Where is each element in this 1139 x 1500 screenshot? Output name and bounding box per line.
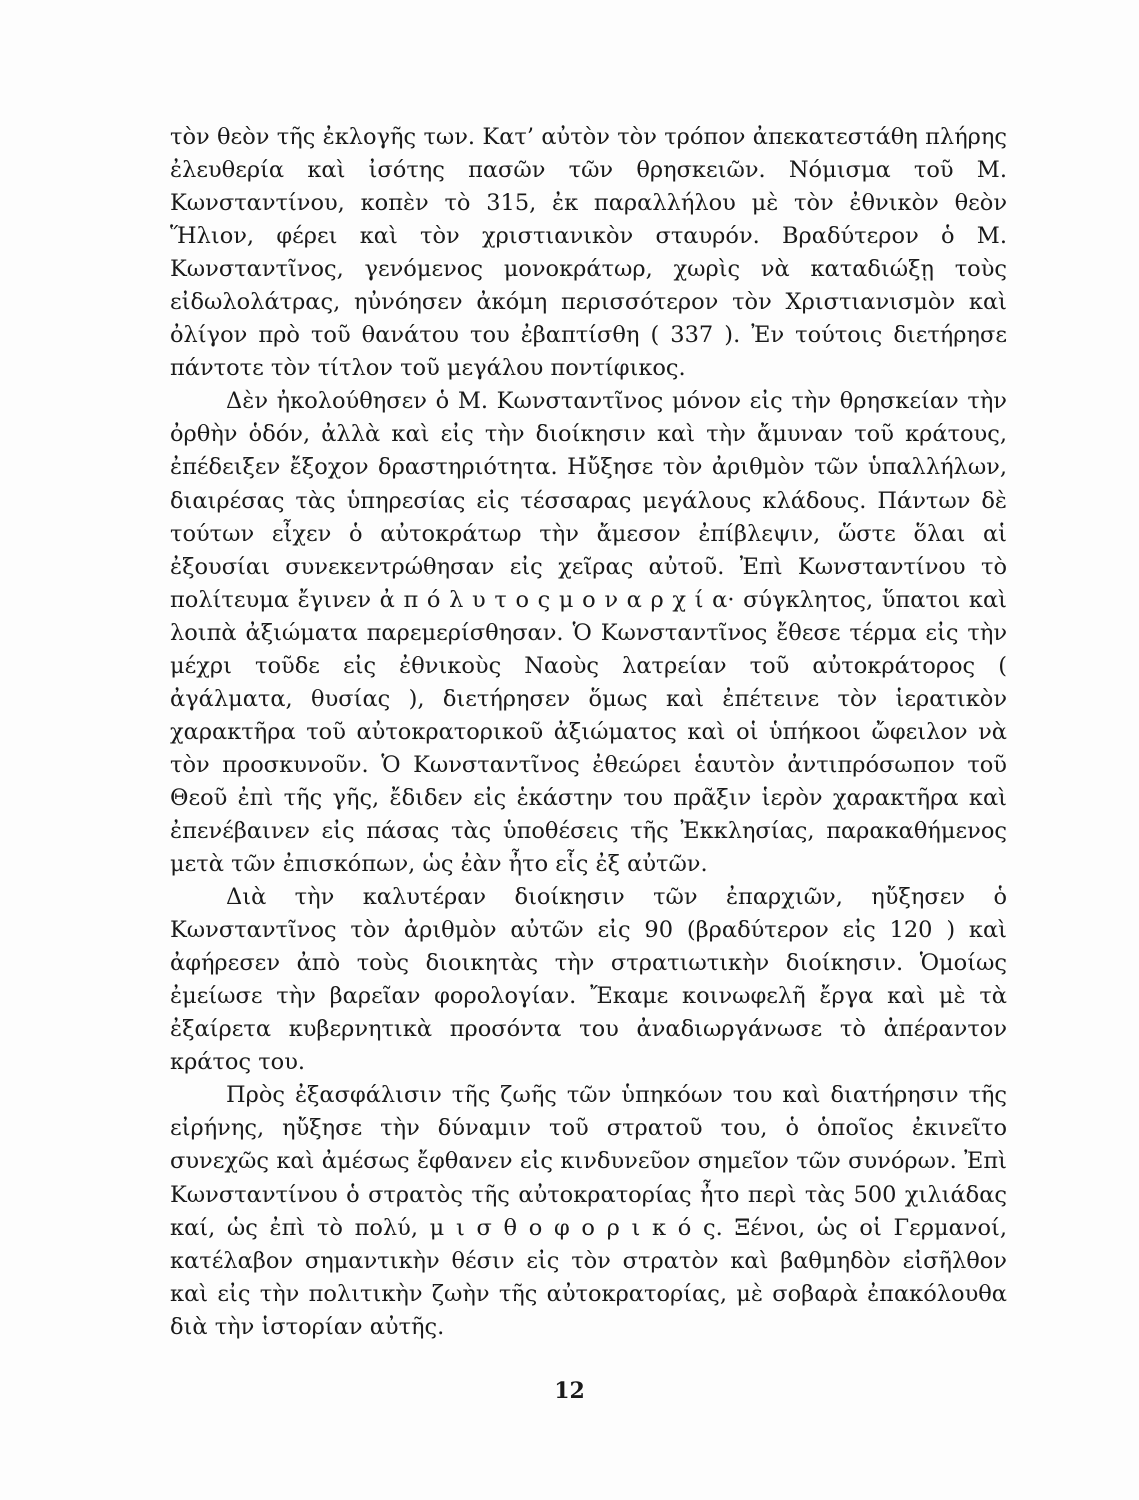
paragraph-4: Πρὸς ἐξασφάλισιν τῆς ζωῆς τῶν ὑπηκόων του καὶ διατήρησιν τῆς εἰρήνης, ηὔξησε τὴν δύναμιν τοῦ στρατοῦ του, ὁ ὁποῖος ἐκινεῖτο συνεχῶς καὶ ἀμέσως ἔφθανεν εἰς κινδυνεῦον σημεῖον τῶν συνόρων. Ἐπὶ Κωνσταντίνου ὁ στρατὸς τῆς αὐτοκρατορίας ἦτο περὶ τὰς 500 χιλιάδας καί, ὡς ἐπὶ τὸ πολύ, μ ι σ θ ο φ ο ρ ι κ ό ς. Ξένοι, ὡς οἱ Γερμανοί, κατέλαβον σημαντικὴν θέσιν εἰς τὸν στρατὸν καὶ βαθμηδὸν εἰσῆλθον καὶ εἰς τὴν πολιτικὴν ζωὴν τῆς αὐτοκρατορίας, μὲ σοβαρὰ ἐπακόλουθα διὰ τὴν ἱστορίαν αὐτῆς. <box>170 1082 1007 1340</box>
page-number: 12 <box>554 1378 585 1404</box>
paragraph-1: τὸν θεὸν τῆς ἐκλογῆς των. Κατ’ αὐτὸν τὸν τρόπον ἀπεκατεστάθη πλήρης ἐλευθερία καὶ ἰσότης πασῶν τῶν θρησκειῶν. Νόμισμα τοῦ Μ. Κωνσταντίνου, κοπὲν τὸ 315, ἐκ παραλλήλου μὲ τὸν ἐθνικὸν θεὸν Ἥλιον, φέρει καὶ τὸν χριστιανικὸν σταυρόν. Βραδύτερον ὁ Μ. Κωνσταντῖνος, γενόμενος μονοκράτωρ, χωρὶς νὰ καταδιώξῃ τοὺς εἰδωλολάτρας, ηὐνόησεν ἀκόμη περισσότερον τὸν Χριστιανισμὸν καὶ ὀλίγον πρὸ τοῦ θανάτου του ἐβαπτίσθη ( 337 ). Ἐν τούτοις διετήρησε πάντοτε τὸν τίτλον τοῦ μεγάλου ποντίφικος. <box>170 124 1007 382</box>
paragraph-3: Διὰ τὴν καλυτέραν διοίκησιν τῶν ἐπαρχιῶν, ηὔξησεν ὁ Κωνσταντῖνος τὸν ἀριθμὸν αὐτῶν εἰς 90 (βραδύτερον εἰς 120 ) καὶ ἀφήρεσεν ἀπὸ τοὺς διοικητὰς τὴν στρατιωτικὴν διοίκησιν. Ὁμοίως ἐμείωσε τὴν βαρεῖαν φορολογίαν. Ἔκαμε κοινωφελῆ ἔργα καὶ μὲ τὰ ἐξαίρετα κυβερνητικὰ προσόντα του ἀναδιωργάνωσε τὸ ἀπέραντον κράτος του. <box>170 884 1007 1076</box>
body-text <box>170 121 1007 1344</box>
paragraph-2: Δὲν ἠκολούθησεν ὁ Μ. Κωνσταντῖνος μόνον εἰς τὴν θρησκείαν τὴν ὀρθὴν ὁδόν, ἀλλὰ καὶ εἰς τὴν διοίκησιν καὶ τὴν ἄμυναν τοῦ κράτους, ἐπέδειξεν ἔξοχον δραστηριότητα. Ηὔξησε τὸν ἀριθμὸν τῶν ὑπαλλήλων, διαιρέσας τὰς ὑπηρεσίας εἰς τέσσαρας μεγάλους κλάδους. Πάντων δὲ τούτων εἶχεν ὁ αὐτοκράτωρ τὴν ἄμεσον ἐπίβλεψιν, ὥστε ὅλαι αἱ ἐξουσίαι συνεκεντρώθησαν εἰς χεῖρας αὐτοῦ. Ἐπὶ Κωνσταντίνου τὸ πολίτευμα ἔγινεν ἀ π ό λ υ τ ο ς μ ο ν α ρ χ ί α· σύγκλητος, ὕπατοι καὶ λοιπὰ ἀξιώματα παρεμερίσθησαν. Ὁ Κωνσταντῖνος ἔθεσε τέρμα εἰς τὴν μέχρι τοῦδε εἰς ἐθνικοὺς Ναοὺς λατρείαν τοῦ αὐτοκράτορος ( ἀγάλματα, θυσίας ), διετήρησεν ὅμως καὶ ἐπέτεινε τὸν ἱερατικὸν χαρακτῆρα τοῦ αὐτοκρατορικοῦ ἀξιώματος καὶ οἱ ὑπήκοοι ὤφειλον νὰ τὸν προσκυνοῦν. Ὁ Κωνσταντῖνος ἐθεώρει ἑαυτὸν ἀντιπρόσωπον τοῦ Θεοῦ ἐπὶ τῆς γῆς, ἔδιδεν εἰς ἑκάστην του πρᾶξιν ἱερὸν χαρακτῆρα καὶ ἐπενέβαινεν εἰς πάσας τὰς ὑποθέσεις τῆς Ἐκκλησίας, παρακαθήμενος μετὰ τῶν ἐπισκόπων, ὡς ἐὰν ἦτο εἷς ἐξ αὐτῶν. <box>170 388 1007 878</box>
